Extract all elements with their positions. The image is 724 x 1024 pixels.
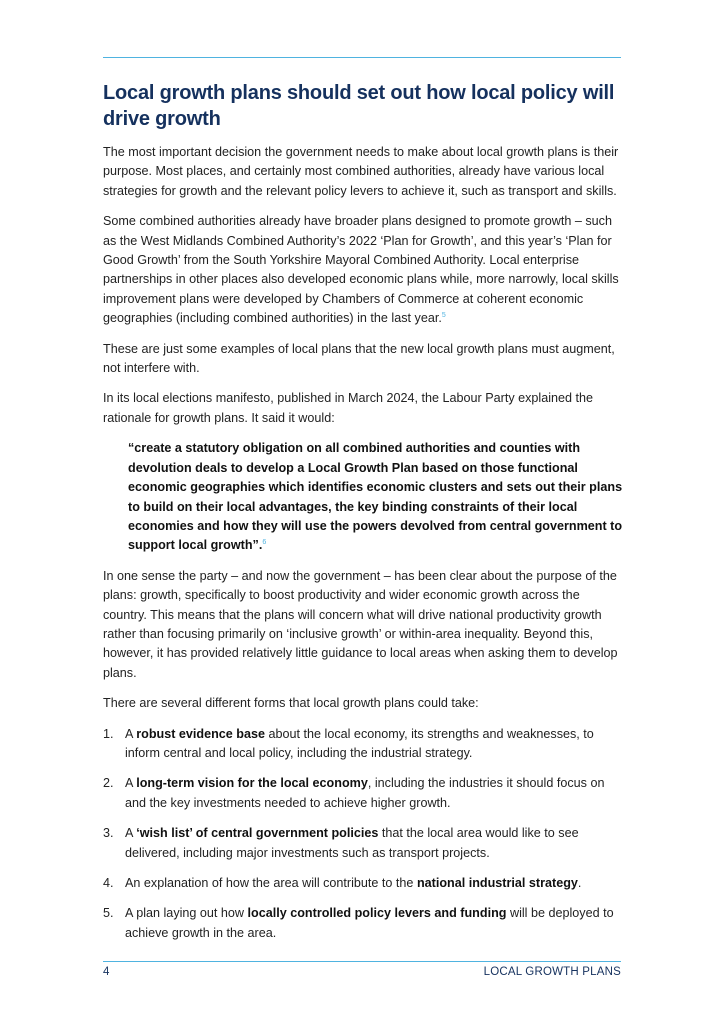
page-content (103, 80, 625, 954)
list-number: 3. (103, 826, 114, 841)
list-text-post: , including the industries it should focus on and the key investments needed to achieve higher growth. (125, 776, 605, 810)
forms-list (103, 725, 625, 944)
list-item (103, 904, 625, 943)
list-number: 5. (103, 906, 114, 921)
list-text-bold: national industrial strategy (416, 876, 578, 890)
paragraph-manifesto: In its local elections manifesto, published in March 2024, the Labour Party explained the rationale for growth plans. It said it would: (103, 391, 594, 425)
footnote-ref-6[interactable]: 6 (262, 539, 267, 547)
top-divider (103, 57, 621, 58)
list-text-pre: An explanation of how the area will contribute to the (125, 876, 417, 890)
list-item (103, 774, 625, 813)
section-heading: Local growth plans should set out how local policy will drive growth (103, 82, 615, 130)
list-text-bold: ‘wish list’ of central government policies (136, 826, 379, 841)
paragraph-existing-plans-text: Some combined authorities already have broader plans designed to promote growth – such as the West Midlands Combined Authority’s 2022 ‘Plan for Growth’, and this year’s ‘Plan for Good Growth’ from the South Yorkshire Mayoral Combined Authority. Local enterprise partnerships in other places also developed economic plans while, more narrowly, local skills improvement plans were developed by Chambers of Commerce at coherent economic geographies (including combined authorities) in the last year. (103, 214, 619, 326)
list-text-pre: A (125, 776, 137, 791)
list-text-pre: A plan laying out how (125, 906, 248, 921)
footer-title: LOCAL GROWTH PLANS (483, 966, 621, 978)
manifesto-quote (128, 439, 625, 555)
paragraph-purpose-clear: In one sense the party – and now the government – has been clear about the purpose of the plans: growth, specifically to boost productivity and wider economic growth across the country. This means that the plans will concern what will drive national productivity growth rather than focusing primarily on ‘inclusive growth’ or within-area inequality. Beyond this, however, it has provided relatively little guidance to local areas when asking them to develop plans. (103, 568, 618, 680)
paragraph-existing-plans (103, 212, 625, 328)
footnote-ref-5[interactable]: 5 (441, 312, 446, 320)
list-item (103, 874, 625, 893)
paragraph-examples: These are just some examples of local plans that the new local growth plans must augment, not interfere with. (103, 341, 615, 376)
bottom-divider (103, 961, 621, 962)
list-number: 2. (103, 776, 114, 791)
list-text-post: about the local economy, its strengths and weaknesses, to inform central and local policy, including the industrial strategy. (125, 726, 594, 760)
list-item (103, 824, 625, 863)
list-item (103, 725, 625, 764)
manifesto-quote-text: “create a statutory obligation on all combined authorities and counties with devolution deals to develop a Local Growth Plan based on those functional economic geographies which identifies economic clusters and sets out their plans to build on their local advantages, the key binding constraints of their local economies and how they will use the powers devolved from central government to support local growth”. (128, 441, 623, 553)
list-text-pre: A (125, 826, 137, 841)
page-number: 4 (103, 966, 110, 978)
list-number: 4. (103, 876, 114, 890)
list-text-post: that the local area would like to see delivered, including major investments such as transport projects. (125, 826, 579, 860)
list-text-bold: long-term vision for the local economy (136, 776, 368, 791)
paragraph-forms-intro: There are several different forms that local growth plans could take: (103, 696, 479, 711)
list-number: 1. (103, 726, 114, 741)
list-text-bold: locally controlled policy levers and funding (247, 906, 507, 921)
list-text-post: . (577, 876, 582, 890)
list-text-bold: robust evidence base (136, 726, 266, 741)
list-text-pre: A (125, 726, 137, 741)
paragraph-purpose: The most important decision the government needs to make about local growth plans is their purpose. Most places, and certainly most combined authorities, already have various local strategies for growth and the relevant policy levers to achieve it, such as transport and skills. (103, 145, 619, 198)
list-text-post: will be deployed to achieve growth in the area. (125, 906, 614, 940)
